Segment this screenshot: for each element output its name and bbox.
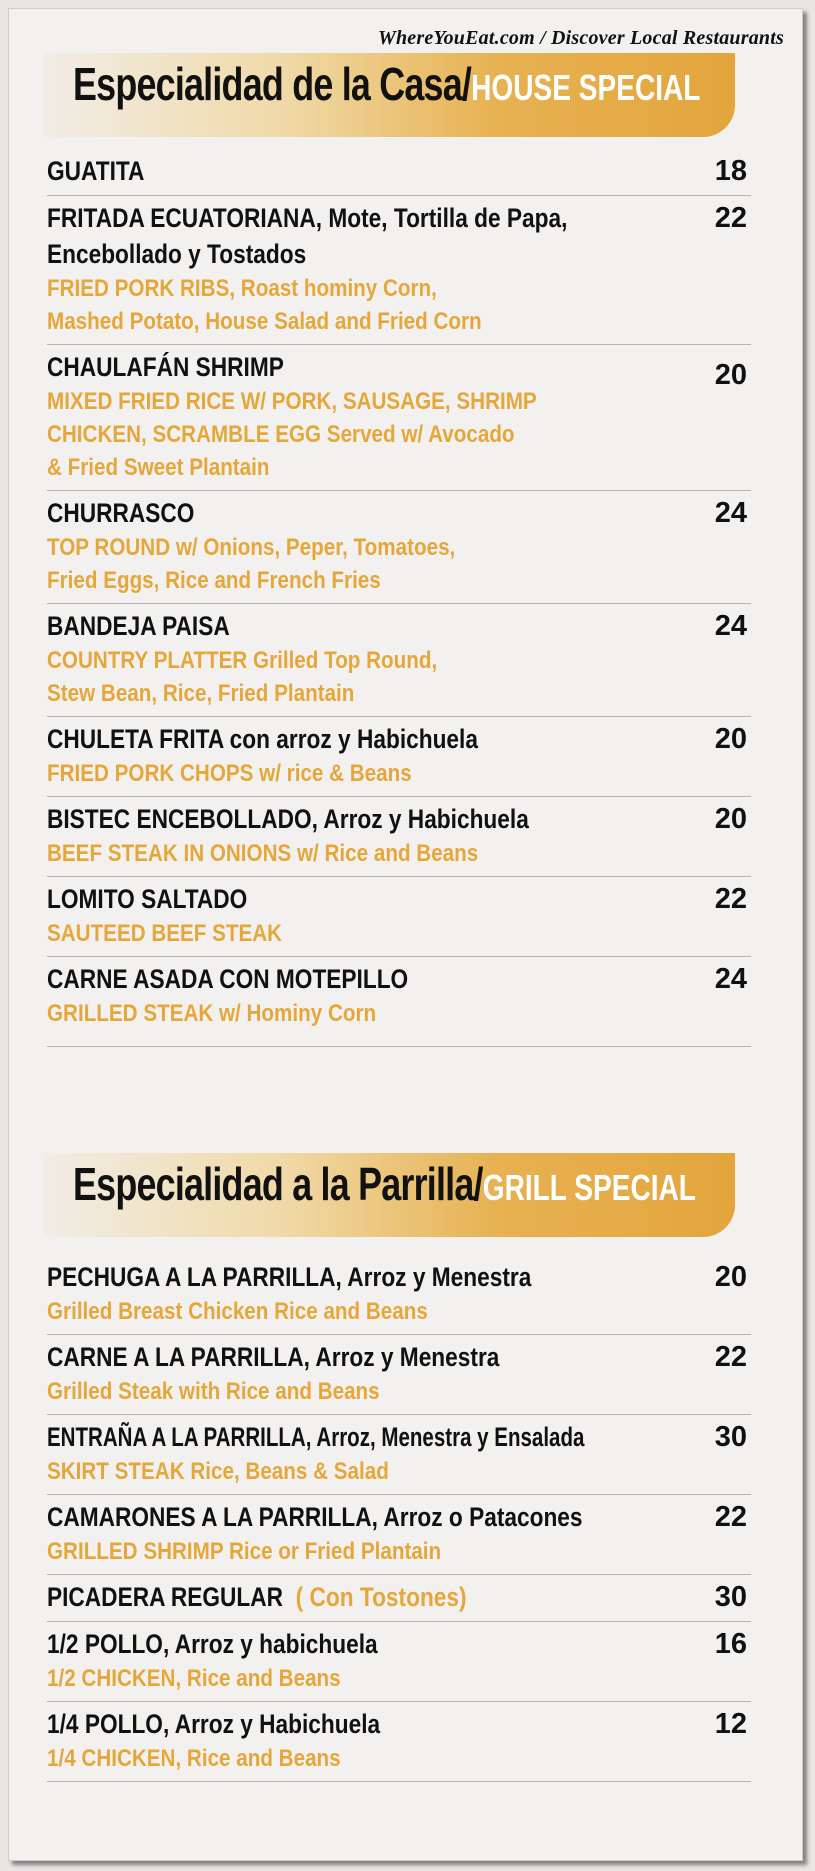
item-price: 22 — [714, 1501, 747, 1533]
item-name-line-2: Encebollado y Tostados — [47, 239, 307, 269]
menu-item — [47, 604, 751, 717]
menu-item — [47, 1415, 751, 1495]
item-price: 16 — [714, 1628, 747, 1660]
item-price: 20 — [714, 359, 747, 391]
house-special-title: Especialidad de la Casa — [73, 58, 462, 110]
item-name: ENTRAÑA A LA PARRILLA, Arroz, Menestra y Ensalada — [47, 1422, 585, 1452]
item-description: MIXED FRIED RICE W/ PORK, SAUSAGE, SHRIMP — [47, 388, 537, 415]
grill-special-subtitle: GRILL SPECIAL — [482, 1167, 696, 1208]
item-price: 22 — [714, 202, 747, 234]
item-price: 30 — [714, 1581, 747, 1613]
item-name: CHULETA FRITA con arroz y Habichuela — [47, 724, 478, 754]
item-name: CARNE ASADA CON MOTEPILLO — [47, 964, 409, 994]
item-description: Fried Eggs, Rice and French Fries — [47, 567, 381, 594]
item-description: Grilled Breast Chicken Rice and Beans — [47, 1298, 428, 1325]
house-special-subtitle: HOUSE SPECIAL — [471, 67, 701, 108]
item-price: 20 — [714, 723, 747, 755]
item-description: FRIED PORK CHOPS w/ rice & Beans — [47, 760, 412, 787]
item-name: CHURRASCO — [47, 498, 195, 528]
item-name: CAMARONES A LA PARRILLA, Arroz o Patacones — [47, 1502, 583, 1532]
grill-special-banner — [43, 1153, 735, 1237]
item-name: BISTEC ENCEBOLLADO, Arroz y Habichuela — [47, 804, 529, 834]
item-description: TOP ROUND w/ Onions, Peper, Tomatoes, — [47, 534, 456, 561]
item-description: COUNTRY PLATTER Grilled Top Round, — [47, 647, 438, 674]
watermark: WhereYouEat.com / Discover Local Restaurants — [377, 27, 784, 49]
menu-item — [47, 1622, 751, 1702]
item-price: 30 — [714, 1421, 747, 1453]
menu-page — [8, 8, 803, 1861]
menu-item — [47, 1575, 751, 1622]
house-special-list — [47, 149, 751, 1047]
item-name: CHAULAFÁN SHRIMP — [47, 352, 284, 382]
item-name: FRITADA ECUATORIANA, Mote, Tortilla de Papa, — [47, 203, 568, 233]
item-price: 24 — [714, 497, 747, 529]
item-name: PECHUGA A LA PARRILLA, Arroz y Menestra — [47, 1262, 532, 1292]
menu-item — [47, 149, 751, 196]
item-price: 12 — [714, 1708, 747, 1740]
house-special-slash: / — [461, 58, 472, 110]
menu-item — [47, 797, 751, 877]
item-name: CARNE A LA PARRILLA, Arroz y Menestra — [47, 1342, 500, 1372]
item-price: 18 — [714, 155, 747, 187]
house-special-banner — [43, 53, 735, 137]
item-description: FRIED PORK RIBS, Roast hominy Corn, — [47, 275, 437, 302]
item-price: 24 — [714, 963, 747, 995]
menu-item — [47, 345, 751, 491]
menu-item — [47, 957, 751, 1047]
menu-item — [47, 1702, 751, 1782]
grill-special-list — [47, 1255, 751, 1782]
grill-special-slash: / — [473, 1158, 483, 1210]
grill-special-title: Especialidad a la Parrilla — [73, 1158, 474, 1210]
item-description: SAUTEED BEEF STEAK — [47, 920, 283, 947]
item-description: Grilled Steak with Rice and Beans — [47, 1378, 380, 1405]
item-price: 22 — [714, 1341, 747, 1373]
item-description: Mashed Potato, House Salad and Fried Corn — [47, 308, 482, 335]
menu-item — [47, 196, 751, 345]
item-description: & Fried Sweet Plantain — [47, 454, 270, 481]
item-description: 1/2 CHICKEN, Rice and Beans — [47, 1665, 341, 1692]
menu-item — [47, 1495, 751, 1575]
item-name: BANDEJA PAISA — [47, 611, 230, 641]
item-name: GUATITA — [47, 156, 145, 186]
item-description: SKIRT STEAK Rice, Beans & Salad — [47, 1458, 389, 1485]
item-name: LOMITO SALTADO — [47, 884, 248, 914]
menu-item — [47, 1255, 751, 1335]
item-description: GRILLED SHRIMP Rice or Fried Plantain — [47, 1538, 442, 1565]
menu-item — [47, 1335, 751, 1415]
item-name: 1/4 POLLO, Arroz y Habichuela — [47, 1709, 381, 1739]
menu-item — [47, 717, 751, 797]
item-price: 22 — [714, 883, 747, 915]
menu-item — [47, 491, 751, 604]
item-note: ( Con Tostones) — [295, 1582, 467, 1612]
item-name: PICADERA REGULAR — [47, 1582, 284, 1612]
item-description: CHICKEN, SCRAMBLE EGG Served w/ Avocado — [47, 421, 515, 448]
item-description: 1/4 CHICKEN, Rice and Beans — [47, 1745, 341, 1772]
item-price: 20 — [714, 1261, 747, 1293]
menu-item — [47, 877, 751, 957]
item-description: Stew Bean, Rice, Fried Plantain — [47, 680, 355, 707]
item-name: 1/2 POLLO, Arroz y habichuela — [47, 1629, 378, 1659]
item-price: 20 — [714, 803, 747, 835]
item-description: BEEF STEAK IN ONIONS w/ Rice and Beans — [47, 840, 479, 867]
item-price: 24 — [714, 610, 747, 642]
item-description: GRILLED STEAK w/ Hominy Corn — [47, 1000, 377, 1027]
